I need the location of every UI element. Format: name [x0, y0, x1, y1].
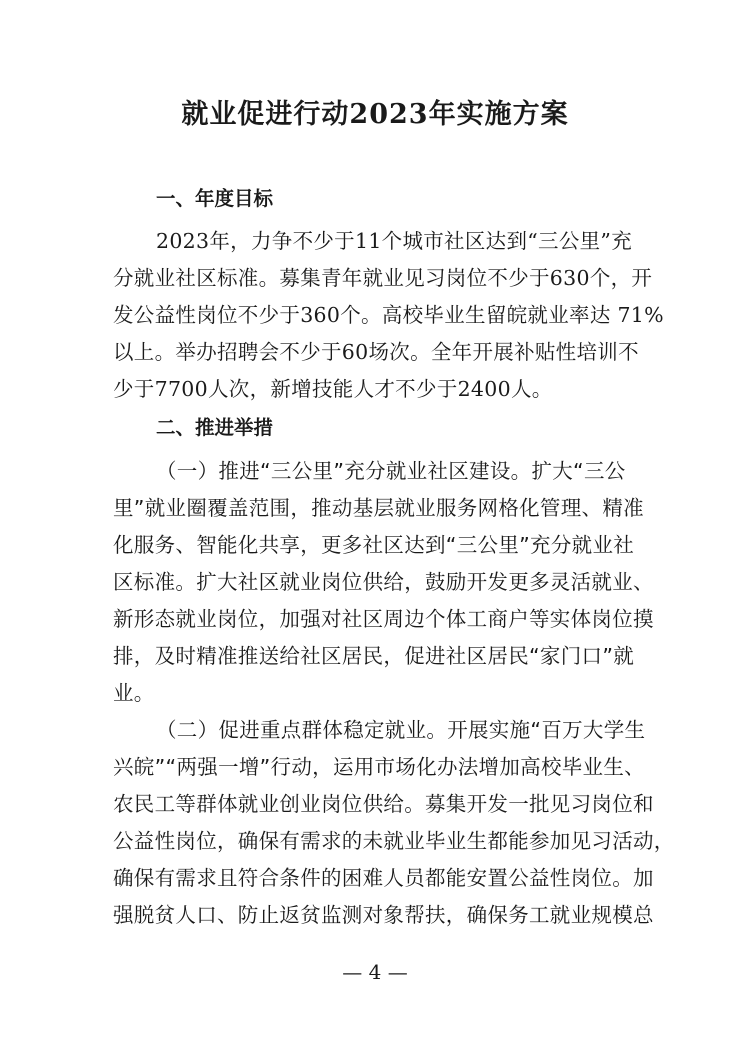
paragraph-line: 确保有需求且符合条件的困难人员都能安置公益性岗位。加: [113, 866, 654, 890]
paragraph-line: 少于7700人次，新增技能人才不少于2400人。: [113, 377, 553, 401]
paragraph-line: （二）促进重点群体稳定就业。开展实施“百万大学生: [156, 718, 646, 742]
paragraph-line: 排，及时精准推送给社区居民，促进社区居民“家门口”就: [113, 644, 635, 668]
section-heading-measures: 二、推进举措: [156, 416, 274, 439]
paragraph-line: 兴皖”“两强一增”行动，运用市场化办法增加高校毕业生、: [113, 755, 645, 779]
paragraph-line: 区标准。扩大社区就业岗位供给，鼓励开发更多灵活就业、: [113, 570, 654, 594]
paragraph-line: 业。: [113, 681, 155, 705]
paragraph-line: 化服务、智能化共享，更多社区达到“三公里”充分就业社: [113, 533, 635, 557]
paragraph-line: 里”就业圈覆盖范围，推动基层就业服务网格化管理、精准: [113, 496, 644, 520]
section-heading-annual-goals: 一、年度目标: [156, 187, 274, 210]
paragraph-line: 新形态就业岗位，加强对社区周边个体工商户等实体岗位摸: [113, 607, 654, 631]
paragraph-line: （一）推进“三公里”充分就业社区建设。扩大“三公: [156, 459, 626, 483]
paragraph-line: 公益性岗位，确保有需求的未就业毕业生都能参加见习活动，: [113, 829, 675, 853]
document-title: 就业促进行动2023年实施方案: [181, 99, 569, 130]
paragraph-line: 发公益性岗位不少于360个。高校毕业生留皖就业率达 71%: [113, 303, 664, 327]
paragraph-line: 强脱贫人口、防止返贫监测对象帮扶，确保务工就业规模总: [113, 903, 654, 927]
paragraph-line: 农民工等群体就业创业岗位供给。募集开发一批见习岗位和: [113, 792, 654, 816]
paragraph-line: 以上。举办招聘会不少于60场次。全年开展补贴性培训不: [113, 340, 639, 364]
paragraph-line: 2023年，力争不少于11个城市社区达到“三公里”充: [156, 229, 633, 253]
paragraph-line: 分就业社区标准。募集青年就业见习岗位不少于630个，开: [113, 266, 653, 290]
page-number: — 4 —: [342, 960, 408, 984]
